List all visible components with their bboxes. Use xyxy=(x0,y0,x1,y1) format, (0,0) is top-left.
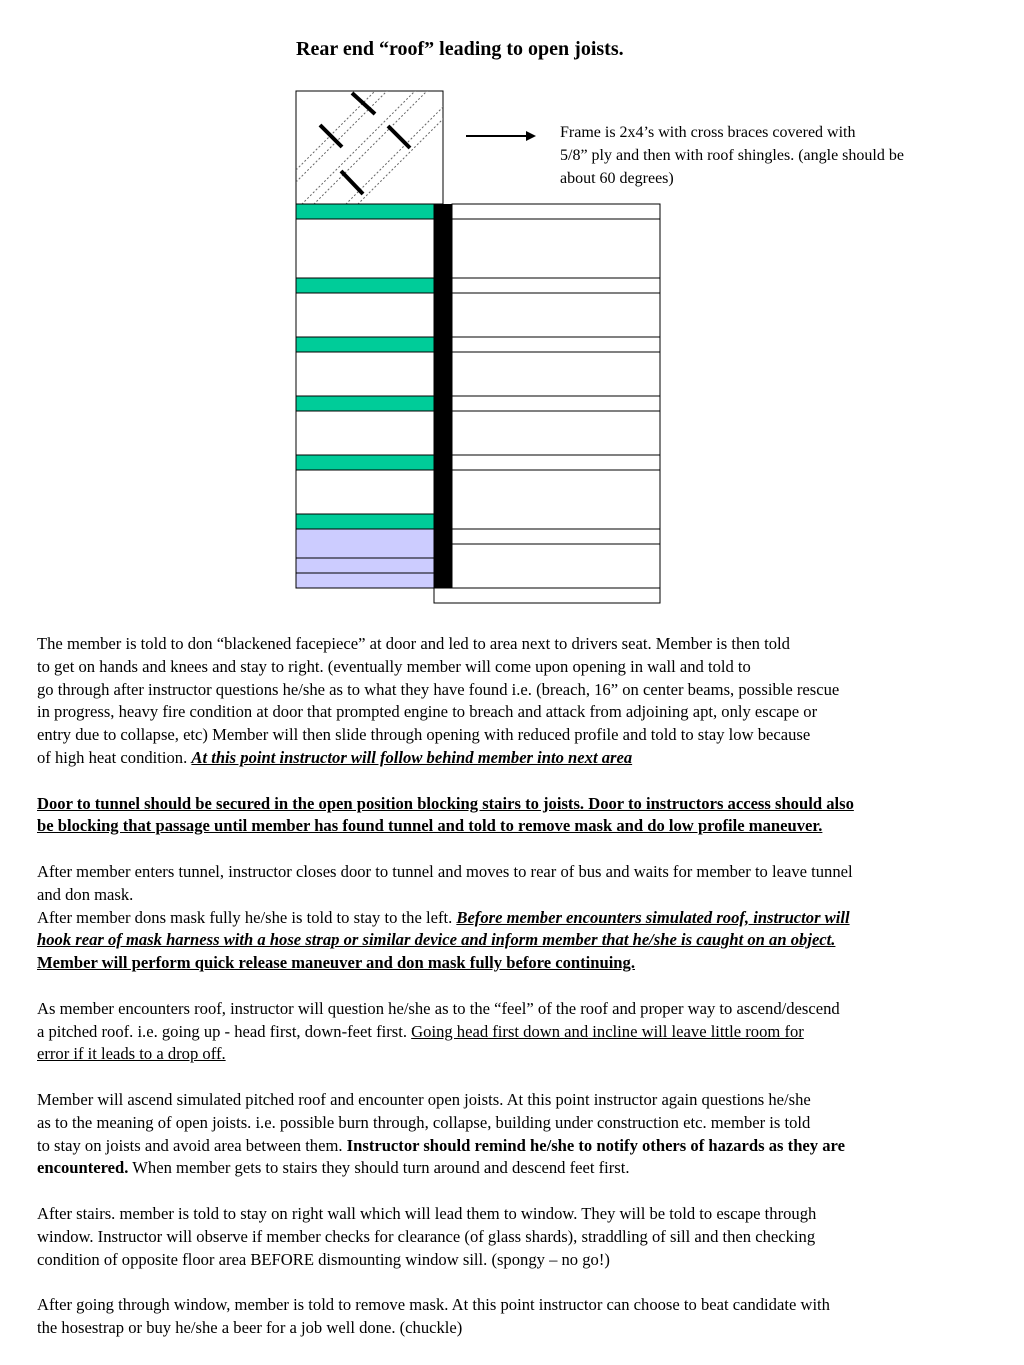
text-line: be blocking that passage until member has found tunnel and told to remove mask and do low profile maneuver. xyxy=(37,816,823,836)
emphasis-text: Before member encounters simulated roof, instructor will xyxy=(456,907,850,927)
text-line: After going through window, member is told to remove mask. At this point instructor can choose to beat candidate with xyxy=(37,1295,830,1315)
text-line: window. Instructor will observe if member checks for clearance (of glass shards), straddling of sill and then checking xyxy=(37,1226,816,1246)
text-run: a pitched roof. i.e. going up - head first, down-feet first. xyxy=(37,1021,412,1041)
text-run: When member gets to stairs they should turn around and descend feet first. xyxy=(128,1158,630,1178)
text-line xyxy=(37,747,997,770)
joist xyxy=(296,514,434,529)
center-wall xyxy=(434,204,452,588)
text-line xyxy=(37,1157,997,1180)
paragraph-facepiece xyxy=(37,633,997,770)
text-line: Member will ascend simulated pitched roof and encounter open joists. At this point instructor again questions he/she xyxy=(37,1089,811,1109)
paragraph-door xyxy=(37,793,997,839)
roof-frame xyxy=(296,86,450,210)
paragraph-joists xyxy=(37,1089,997,1180)
text-run: to stay on joists and avoid area between them. xyxy=(37,1135,347,1155)
page-title: Rear end “roof” leading to open joists. xyxy=(296,38,624,60)
text-run: of high heat condition. xyxy=(37,747,192,767)
joist xyxy=(296,455,434,470)
joist xyxy=(296,204,434,219)
text-line xyxy=(37,1021,997,1044)
bold-text: Instructor should remind he/she to notify others of hazards as they are xyxy=(346,1135,845,1155)
text-run: After member dons mask fully he/she is told to stay to the left. xyxy=(37,907,457,927)
text-line: entry due to collapse, etc) Member will then slide through opening with reduced profile and told to stay low because xyxy=(37,725,811,745)
text-line: The member is told to don “blackened facepiece” at door and led to area next to drivers seat. Member is then told xyxy=(37,634,790,653)
text-line: hook rear of mask harness with a hose strap or similar device and inform member that he/she is caught on an object. xyxy=(37,930,836,950)
text-line: go through after instructor questions he/she as to what they have found i.e. (breach, 16” on center beams, possible rescue xyxy=(37,679,840,699)
text-line: As member encounters roof, instructor will question he/she as to the “feel” of the roof and proper way to ascend/descend xyxy=(37,998,840,1018)
text-line: and don mask. xyxy=(37,884,134,904)
joist xyxy=(296,337,434,352)
text-line: Door to tunnel should be secured in the open position blocking stairs to joists. Door to instructors access should also xyxy=(37,793,854,813)
joist-column xyxy=(296,204,434,588)
text-line: as to the meaning of open joists. i.e. possible burn through, collapse, building under construction etc. member is told xyxy=(37,1112,811,1132)
bold-text: encountered. xyxy=(37,1158,129,1178)
paragraph-roof xyxy=(37,998,997,1066)
note-line: about 60 degrees) xyxy=(560,170,674,187)
text-line: After member enters tunnel, instructor closes door to tunnel and moves to rear of bus and waits for member to leave tunnel xyxy=(37,861,853,881)
text-line: Member will perform quick release maneuver and don mask fully before continuing. xyxy=(37,953,635,973)
joist xyxy=(296,278,434,293)
instructions-body xyxy=(37,633,997,1363)
joist xyxy=(296,396,434,411)
paragraph-finish xyxy=(37,1294,997,1340)
text-line: the hosestrap or buy he/she a beer for a job well done. (chuckle) xyxy=(37,1317,463,1337)
floor-plan-diagram xyxy=(0,0,1024,620)
text-line: After stairs. member is told to stay on right wall which will lead them to window. They will be told to escape through xyxy=(37,1203,817,1223)
arrow-right-icon xyxy=(466,131,536,141)
text-line: in progress, heavy fire condition at door that prompted engine to breach and attack from adjoining apt, only escape or xyxy=(37,702,818,722)
text-line: error if it leads to a drop off. xyxy=(37,1044,226,1064)
emphasis-text: At this point instructor will follow behind member into next area xyxy=(191,747,633,767)
text-line: to get on hands and knees and stay to right. (eventually member will come upon opening in wall and told to xyxy=(37,656,751,676)
underlined-text: Going head first down and incline will leave little room for xyxy=(411,1021,804,1041)
paragraph-tunnel xyxy=(37,861,997,975)
note-line: Frame is 2x4’s with cross braces covered with xyxy=(560,124,856,141)
text-line xyxy=(37,1135,997,1158)
text-line xyxy=(37,907,997,930)
note-line: 5/8” ply and then with roof shingles. (angle should be xyxy=(560,147,904,164)
right-column xyxy=(434,204,660,603)
frame-note xyxy=(560,121,990,190)
text-line: condition of opposite floor area BEFORE dismounting window sill. (spongy – no go!) xyxy=(37,1249,610,1269)
paragraph-window xyxy=(37,1203,997,1271)
